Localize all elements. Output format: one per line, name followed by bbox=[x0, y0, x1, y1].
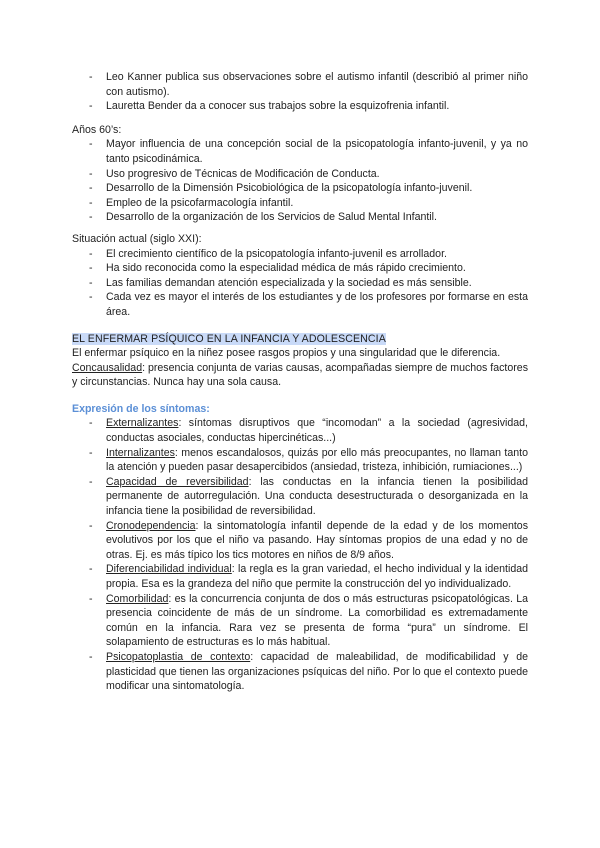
list-item-term: Comorbilidad bbox=[106, 592, 169, 605]
list-item-term: Externalizantes bbox=[106, 417, 179, 430]
list-item-text: Las familias demandan atención especializada y la sociedad es más sensible. bbox=[106, 276, 472, 289]
list-item-text: : la regla es la gran variedad, el hecho individual y la identidad propia. Esa es la grandeza del niño que permite la construcción del yo individualizado. bbox=[106, 563, 528, 590]
sixties-list bbox=[72, 137, 528, 225]
bullet-dash: - bbox=[89, 446, 93, 459]
list-item bbox=[72, 290, 528, 319]
list-item bbox=[72, 99, 528, 114]
bullet-dash: - bbox=[89, 182, 93, 195]
document-page bbox=[72, 70, 528, 694]
bullet-dash: - bbox=[89, 138, 93, 151]
section-heading: EL ENFERMAR PSÍQUICO EN LA INFANCIA Y ADOLESCENCIA bbox=[72, 332, 386, 345]
list-item-term: Capacidad de reversibilidad bbox=[106, 475, 249, 488]
bullet-dash: - bbox=[89, 262, 93, 275]
list-item bbox=[72, 247, 528, 262]
list-item-text: : capacidad de maleabilidad, de modificabilidad y de plasticidad que tienen las organizaciones psíquicas del niño. Por lo que el contexto puede modificar una sintomatología. bbox=[106, 650, 528, 693]
list-item bbox=[72, 519, 528, 563]
bullet-dash: - bbox=[89, 196, 93, 209]
list-item-text: Uso progresivo de Técnicas de Modificación de Conducta. bbox=[106, 167, 380, 180]
bullet-dash: - bbox=[89, 475, 93, 488]
bullet-dash: - bbox=[89, 650, 93, 663]
bullet-dash: - bbox=[89, 519, 93, 532]
bullet-dash: - bbox=[89, 291, 93, 304]
sixties-title: Años 60’s: bbox=[72, 123, 122, 136]
list-item bbox=[72, 650, 528, 694]
list-item-term: Internalizantes bbox=[106, 446, 175, 459]
list-item-text: : la sintomatología infantil depende de la edad y de los momentos evolutivos por los que el niño va pasando. Hay síntomas propios de una edad y no de otras. Ej. es más típico los tics motores en niños de 8/9 años. bbox=[106, 519, 528, 561]
list-item-term: Psicopatoplastia de contexto bbox=[106, 650, 251, 663]
list-item bbox=[72, 592, 528, 650]
concausalidad-term: Concausalidad bbox=[72, 361, 143, 374]
bullet-dash: - bbox=[89, 211, 93, 224]
list-item bbox=[72, 210, 528, 225]
list-item bbox=[72, 137, 528, 166]
list-item bbox=[72, 167, 528, 182]
list-item-text: Cada vez es mayor el interés de los estudiantes y de los profesores por formarse en esta área. bbox=[106, 291, 528, 318]
section-intro: El enfermar psíquico en la niñez posee rasgos propios y una singularidad que le diferencia. bbox=[72, 347, 501, 360]
list-item-term: Cronodependencia bbox=[106, 519, 196, 532]
bullet-dash: - bbox=[89, 592, 93, 605]
list-item-text: Ha sido reconocida como la especialidad médica de más rápido crecimiento. bbox=[106, 262, 466, 275]
symptoms-title: Expresión de los síntomas: bbox=[72, 402, 210, 415]
bullet-dash: - bbox=[89, 167, 93, 180]
bullet-dash: - bbox=[89, 247, 93, 260]
list-item bbox=[72, 276, 528, 291]
list-item bbox=[72, 416, 528, 445]
list-item bbox=[72, 261, 528, 276]
list-item-text: Desarrollo de la Dimensión Psicobiológica de la psicopatología infanto-juvenil. bbox=[106, 182, 473, 195]
list-item bbox=[72, 475, 528, 519]
concausalidad-text: : presencia conjunta de varias causas, acompañadas siempre de muchos factores y circunstancias. Nunca hay una sola causa. bbox=[72, 361, 528, 389]
list-item bbox=[72, 70, 528, 99]
list-item-text: Empleo de la psicofarmacología infantil. bbox=[106, 196, 294, 209]
list-item-text: : es la concurrencia conjunta de dos o más estructuras psicopatológicas. La presencia coincidente de más de un síndrome. La comorbilidad es extremadamente común en la infancia. Rara vez se presenta de forma “pura” un síndrome. El solapamiento de estructuras es lo más habitual. bbox=[106, 592, 528, 649]
list-item-text: El crecimiento científico de la psicopatología infanto-juvenil es arrollador. bbox=[106, 247, 447, 260]
list-item bbox=[72, 181, 528, 196]
list-item-text: Desarrollo de la organización de los Servicios de Salud Mental Infantil. bbox=[106, 211, 437, 224]
list-item-text: : menos escandalosos, quizás por ello más preocupantes, no llaman tanto la atención y pueden pasar desapercibidos (ansiedad, tristeza, inhibición, rumiaciones...) bbox=[106, 446, 528, 474]
list-item-text: Lauretta Bender da a conocer sus trabajos sobre la esquizofrenia infantil. bbox=[106, 100, 450, 113]
list-item-text: : síntomas disruptivos que “incomodan” a la sociedad (agresividad, conductas asociales, conductas hipercinéticas...) bbox=[106, 417, 528, 445]
symptoms-list bbox=[72, 416, 528, 693]
bullet-dash: - bbox=[89, 71, 93, 83]
bullet-dash: - bbox=[89, 417, 93, 430]
current-list bbox=[72, 247, 528, 320]
list-item-text: Mayor influencia de una concepción social de la psicopatología infanto-juvenil, y ya no tanto psicodinámica. bbox=[106, 138, 528, 165]
list-item-term: Diferenciabilidad individual bbox=[106, 563, 232, 576]
list-item-text: Leo Kanner publica sus observaciones sobre el autismo infantil (describió al primer niño con autismo). bbox=[106, 71, 528, 98]
current-title: Situación actual (siglo XXI): bbox=[72, 232, 202, 245]
bullet-dash: - bbox=[89, 100, 93, 113]
history-list-top bbox=[72, 70, 528, 114]
bullet-dash: - bbox=[89, 563, 93, 576]
list-item bbox=[72, 562, 528, 591]
section-heading-line bbox=[72, 332, 528, 347]
bullet-dash: - bbox=[89, 276, 93, 289]
list-item bbox=[72, 196, 528, 211]
concausalidad-paragraph bbox=[72, 361, 528, 390]
list-item bbox=[72, 446, 528, 475]
list-item-text: : las conductas en la infancia tienen la posibilidad permanente de autorregulación. Una conducta desestructurada o desorganizada en la infancia tiene la posibilidad de reversibilidad. bbox=[106, 475, 528, 518]
